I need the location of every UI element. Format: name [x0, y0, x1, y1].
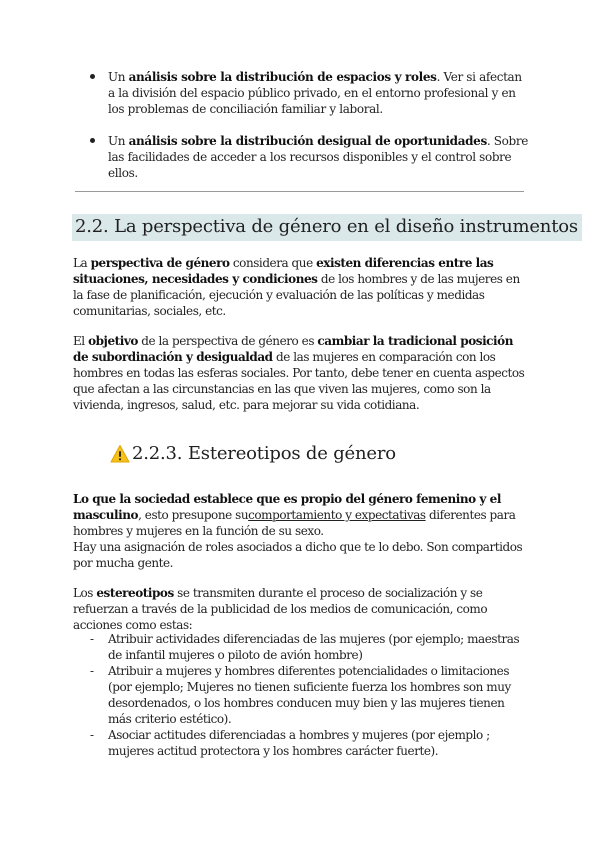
- text: Los: [73, 586, 97, 600]
- bullet-bold-text: análisis sobre la distribución desigual de oportunidades: [128, 134, 487, 148]
- text: considera que: [229, 256, 317, 270]
- bold-text: perspectiva de género: [90, 256, 230, 270]
- bullet-bold-text: análisis sobre la distribución de espacios y roles: [128, 70, 437, 84]
- bold-text: existen diferencias entre las situaciones, necesidades y condiciones: [73, 256, 494, 286]
- section-heading: 2.2. La perspectiva de género en el diseño instrumentos: [72, 214, 582, 241]
- text: de las mujeres en comparación con los hombres en todas las esferas sociales. Por tanto, debe tener en cuenta aspectos que afectan a las circunstancias en las que viven las mujeres, como son la vivienda, ingresos, salud, etc. para mejorar su vida cotidiana.: [73, 350, 525, 412]
- paragraph-objetivo: [73, 333, 531, 413]
- subsection-heading: [110, 443, 396, 465]
- bold-text: estereotipos: [96, 586, 174, 600]
- dash-marker: -: [90, 632, 94, 646]
- bold-text: cambiar la tradicional posición de subordinación y desigualdad: [73, 334, 513, 364]
- text: La: [73, 256, 91, 270]
- dash-list: [90, 631, 530, 759]
- bold-text: Lo que la sociedad establece que es propio del género femenino y el masculino: [73, 492, 501, 522]
- bold-text: objetivo: [88, 334, 138, 348]
- bullet-text: Un: [108, 134, 129, 148]
- text: , esto presupone su: [138, 508, 249, 522]
- dash-marker: -: [90, 728, 94, 742]
- text: El: [73, 334, 89, 348]
- list-item-text: Asociar actitudes diferenciadas a hombres y mujeres (por ejemplo ; mujeres actitud protectora y los hombres carácter fuerte).: [108, 728, 490, 758]
- bullet-dot-icon: [90, 138, 95, 143]
- text: se transmiten durante el proceso de socialización y se refuerzan a través de la publicidad de los medios de comunicación, como acciones como estas:: [73, 586, 488, 632]
- warning-icon: [110, 444, 130, 464]
- dash-marker: -: [90, 664, 94, 678]
- list-item: [88, 69, 528, 117]
- horizontal-divider: [75, 191, 524, 192]
- bullet-text: . Sobre las facilidades de acceder a los recursos disponibles y el control sobre ellos.: [108, 134, 529, 180]
- text: Hay una asignación de roles asociados a dicho que te lo debo. Son compartidos por mucha gente.: [73, 540, 523, 570]
- paragraph-perspectiva: [73, 255, 531, 319]
- list-item: [90, 631, 530, 663]
- bullet-list: [88, 69, 528, 197]
- underlined-text: comportamiento y expectativas: [248, 508, 426, 522]
- list-item: [90, 727, 530, 759]
- bullet-dot-icon: [90, 74, 95, 79]
- bullet-text: Un: [108, 70, 129, 84]
- bullet-text: . Ver si afectan a la división del espacio público privado, en el entorno profesional y en los problemas de conciliación familiar y laboral.: [108, 70, 522, 116]
- text: de la perspectiva de género es: [137, 334, 318, 348]
- paragraph-estereotipos: [73, 585, 531, 633]
- list-item: [90, 663, 530, 727]
- text: diferentes para hombres y mujeres en la función de su sexo.: [73, 508, 516, 538]
- text: de los hombres y de las mujeres en la fase de planificación, ejecución y evaluación de las políticas y medidas comunitarias, sociales, etc.: [73, 272, 520, 318]
- list-item: [88, 133, 528, 181]
- list-item-text: Atribuir a mujeres y hombres diferentes potencialidades o limitaciones (por ejemplo; Mujeres no tienen suficiente fuerza los hombres son muy desordenados, o los hombres conducen muy bien y las mujeres tienen más criterio estético).: [108, 664, 511, 726]
- subsection-heading-text: 2.2.3. Estereotipos de género: [132, 443, 396, 464]
- paragraph-definicion: [73, 491, 531, 571]
- list-item-text: Atribuir actividades diferenciadas de las mujeres (por ejemplo; maestras de infantil mujeres o piloto de avión hombre): [108, 632, 520, 662]
